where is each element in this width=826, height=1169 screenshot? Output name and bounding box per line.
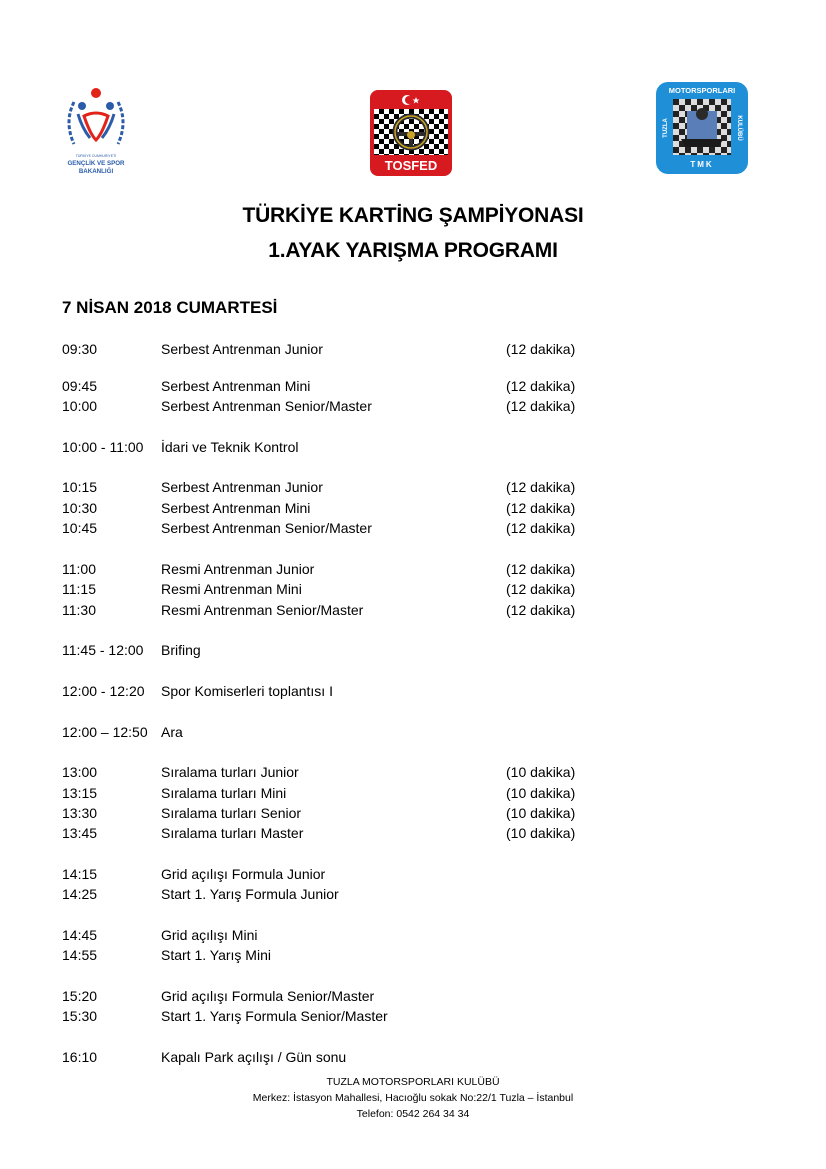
schedule-event: Grid açılışı Formula Junior [161, 866, 326, 882]
schedule-row [0, 724, 826, 744]
schedule-time: 15:20 [62, 988, 98, 1004]
tosfed-logo [369, 89, 453, 177]
schedule-time: 11:45 - 12:00 [62, 642, 144, 658]
schedule-event: Sıralama turları Junior [161, 764, 299, 780]
schedule-row [0, 683, 826, 703]
schedule-duration: (12 dakika) [506, 520, 576, 536]
schedule-time: 09:45 [62, 378, 98, 394]
schedule-event: Resmi Antrenman Junior [161, 561, 315, 577]
gsb-small-text: TÜRKİYE CUMHURİYETİ [75, 154, 117, 158]
schedule-time: 13:00 [62, 764, 98, 780]
gsb-logo [60, 82, 132, 178]
schedule-row [0, 581, 826, 601]
schedule-event: Start 1. Yarış Formula Senior/Master [161, 1008, 388, 1024]
schedule-event: Sıralama turları Senior [161, 805, 302, 821]
tmk-right-text: KULÜBÜ [736, 115, 742, 141]
schedule-duration: (12 dakika) [506, 561, 576, 577]
schedule-row [0, 520, 826, 540]
date-heading: 7 NİSAN 2018 CUMARTESİ [62, 298, 278, 317]
schedule-event: Sıralama turları Mini [161, 785, 287, 801]
schedule-event: Sıralama turları Master [161, 825, 304, 841]
schedule-duration: (12 dakika) [506, 398, 576, 414]
schedule-time: 10:15 [62, 479, 98, 495]
page-title-line2: 1.AYAK YARIŞMA PROGRAMI [268, 239, 558, 262]
schedule-time: 09:30 [62, 341, 98, 357]
schedule-event: Start 1. Yarış Mini [161, 947, 271, 963]
schedule-row [0, 341, 826, 361]
schedule-event: Serbest Antrenman Junior [161, 341, 323, 357]
footer-club-name: TUZLA MOTORSPORLARI KULÜBÜ [326, 1076, 500, 1088]
schedule-time: 15:30 [62, 1008, 98, 1024]
schedule-row [0, 642, 826, 662]
schedule-event: Serbest Antrenman Mini [161, 500, 311, 516]
tmk-logo [655, 81, 749, 175]
schedule-row [0, 866, 826, 886]
schedule-time: 14:55 [62, 947, 98, 963]
schedule-duration: (12 dakika) [506, 500, 576, 516]
tmk-left-text: TUZLA [663, 118, 669, 138]
schedule-row [0, 398, 826, 418]
schedule-time: 11:30 [62, 602, 96, 618]
page-title-line1: TÜRKİYE KARTİNG ŞAMPİYONASI [242, 204, 584, 227]
schedule-row [0, 479, 826, 499]
tosfed-text: TOSFED [384, 158, 438, 173]
schedule-time: 12:00 – 12:50 [62, 724, 148, 740]
schedule-row [0, 988, 826, 1008]
schedule-duration: (10 dakika) [506, 764, 576, 780]
schedule-duration: (10 dakika) [506, 825, 576, 841]
schedule-event: Start 1. Yarış Formula Junior [161, 886, 339, 902]
schedule-event: Kapalı Park açılışı / Gün sonu [161, 1049, 347, 1065]
footer-phone: Telefon: 0542 264 34 34 [356, 1108, 470, 1120]
schedule-event: İdari ve Teknik Kontrol [161, 439, 299, 455]
schedule-time: 11:15 [62, 581, 96, 597]
schedule-row [0, 927, 826, 947]
schedule-time: 13:45 [62, 825, 98, 841]
schedule-event: Serbest Antrenman Mini [161, 378, 311, 394]
schedule-event: Spor Komiserleri toplantısı I [161, 683, 333, 699]
schedule-row [0, 764, 826, 784]
footer-address: Merkez: İstasyon Mahallesi, Hacıoğlu sokak No:22/1 Tuzla – İstanbul [252, 1092, 574, 1104]
schedule-event: Grid açılışı Mini [161, 927, 258, 943]
schedule-event: Resmi Antrenman Mini [161, 581, 302, 597]
schedule-row [0, 947, 826, 967]
schedule-duration: (10 dakika) [506, 785, 576, 801]
schedule-time: 10:00 - 11:00 [62, 439, 144, 455]
schedule-event: Serbest Antrenman Senior/Master [161, 398, 372, 414]
schedule-time: 13:30 [62, 805, 98, 821]
schedule-event: Serbest Antrenman Senior/Master [161, 520, 372, 536]
schedule-row [0, 378, 826, 398]
schedule-row [0, 886, 826, 906]
schedule-row [0, 785, 826, 805]
tmk-top-text: MOTORSPORLARI [668, 86, 736, 95]
tmk-bottom-text: TMK [690, 160, 714, 169]
schedule-event: Resmi Antrenman Senior/Master [161, 602, 364, 618]
schedule-time: 14:45 [62, 927, 98, 943]
schedule-row [0, 1008, 826, 1028]
gsb-text-line2: BAKANLIĞI [78, 168, 114, 175]
schedule-duration: (12 dakika) [506, 602, 576, 618]
schedule-row [0, 825, 826, 845]
schedule-time: 14:25 [62, 886, 98, 902]
schedule-row [0, 439, 826, 459]
schedule-row [0, 561, 826, 581]
schedule-time: 10:30 [62, 500, 98, 516]
schedule-event: Serbest Antrenman Junior [161, 479, 323, 495]
schedule-duration: (12 dakika) [506, 341, 576, 357]
schedule-row [0, 805, 826, 825]
schedule-duration: (10 dakika) [506, 805, 576, 821]
schedule-time: 11:00 [62, 561, 96, 577]
schedule-time: 12:00 - 12:20 [62, 683, 145, 699]
schedule-row [0, 500, 826, 520]
schedule-row [0, 1049, 826, 1069]
schedule-duration: (12 dakika) [506, 479, 576, 495]
schedule-row [0, 602, 826, 622]
schedule-time: 10:00 [62, 398, 98, 414]
schedule-event: Brifing [161, 642, 201, 658]
schedule-time: 16:10 [62, 1049, 98, 1065]
schedule-time: 13:15 [62, 785, 98, 801]
schedule-event: Grid açılışı Formula Senior/Master [161, 988, 375, 1004]
schedule-time: 10:45 [62, 520, 98, 536]
schedule-event: Ara [161, 724, 183, 740]
schedule-duration: (12 dakika) [506, 581, 576, 597]
schedule-duration: (12 dakika) [506, 378, 576, 394]
schedule-time: 14:15 [62, 866, 98, 882]
gsb-text-line1: GENÇLİK VE SPOR [67, 160, 125, 167]
